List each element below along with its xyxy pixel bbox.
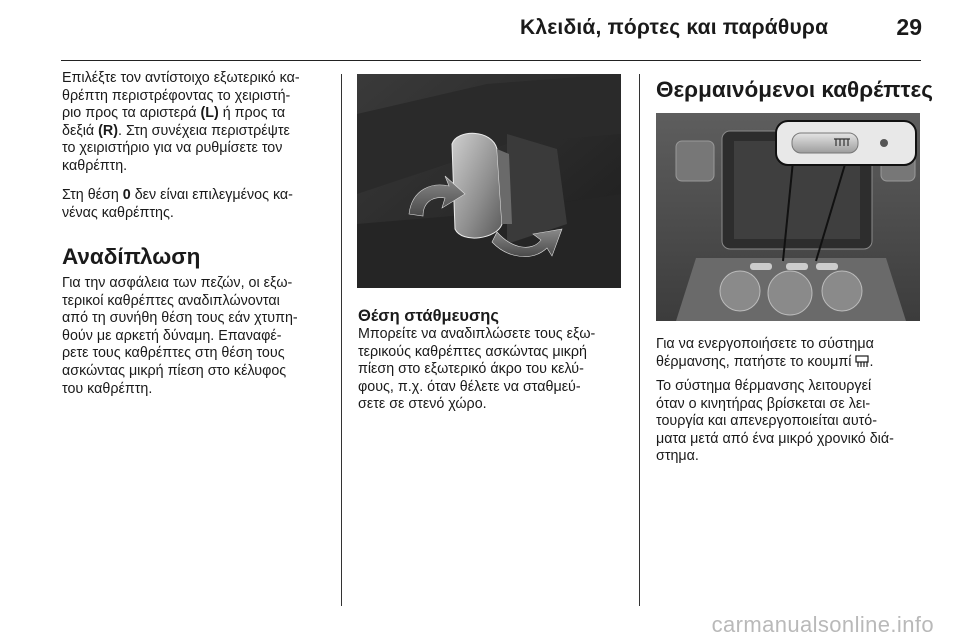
column-divider-right — [639, 74, 640, 606]
parking-position-heading: Θέση στάθμευσης — [358, 307, 499, 325]
left-label: (L) — [200, 105, 219, 122]
heated-mirrors-heading: Θερμαινόμενοι καθρέπτες — [656, 77, 933, 102]
right-label: (R) — [98, 122, 119, 139]
heated-mirrors-operation-paragraph: Το σύστημα θέρμανσης λειτουργεί όταν ο κινητήρας βρίσκεται σε λει- τουργία και απενεργοποιείται αυτό- ματα μετά από ένα μικρό χρονικό διά- στημα. — [656, 378, 894, 465]
folding-heading: Αναδίπλωση — [62, 244, 201, 269]
watermark: carmanualsonline.info — [711, 612, 934, 637]
page-header-title: Κλειδιά, πόρτες και παράθυρα — [520, 16, 829, 39]
mirror-folding-illustration — [357, 74, 621, 288]
column-divider-left — [341, 74, 342, 606]
page-number: 29 — [896, 14, 922, 40]
heated-mirror-button-icon — [855, 355, 869, 374]
heated-mirrors-activation-paragraph: Για να ενεργοποιήσετε το σύστημα θέρμανσης, πατήστε το κουμπί . — [656, 336, 874, 373]
header-rule — [61, 60, 921, 61]
position-zero-paragraph: Στη θέση 0 δεν είναι επιλεγμένος κα- νένας καθρέπτης. — [62, 187, 293, 221]
parking-position-paragraph: Μπορείτε να αναδιπλώσετε τους εξω- τερικούς καθρέπτες ασκώντας μικρή πίεση στο εξωτερικό άκρο του κελύ- φους, π.χ. όταν θέλετε να σταθμεύ- σετε σε στενό χώρο. — [358, 326, 596, 413]
folding-paragraph: Για την ασφάλεια των πεζών, οι εξω- τερικοί καθρέπτες αναδιπλώνονται από τη συνήθη θέση τους εάν χτυπη- θούν με αρκετή δύναμη. Επαναφέ- ρετε τους καθρέπτες στη θέση τους ασκώντας μικρή πίεση στο κέλυφος του καθρέπτη. — [62, 275, 298, 397]
position-zero-label: 0 — [122, 187, 131, 203]
mirror-select-paragraph: Επιλέξτε τον αντίστοιχο εξωτερικό κα- θρέπτη περιστρέφοντας το χειριστή- ριο προς τα αριστερά (L) ή προς τα δεξιά (R). Στη συνέχεια περιστρέψτε το χειριστήριο για να ρυθμίσετε τον καθρέπτη. — [62, 70, 300, 174]
dashboard-button-illustration — [656, 113, 920, 321]
